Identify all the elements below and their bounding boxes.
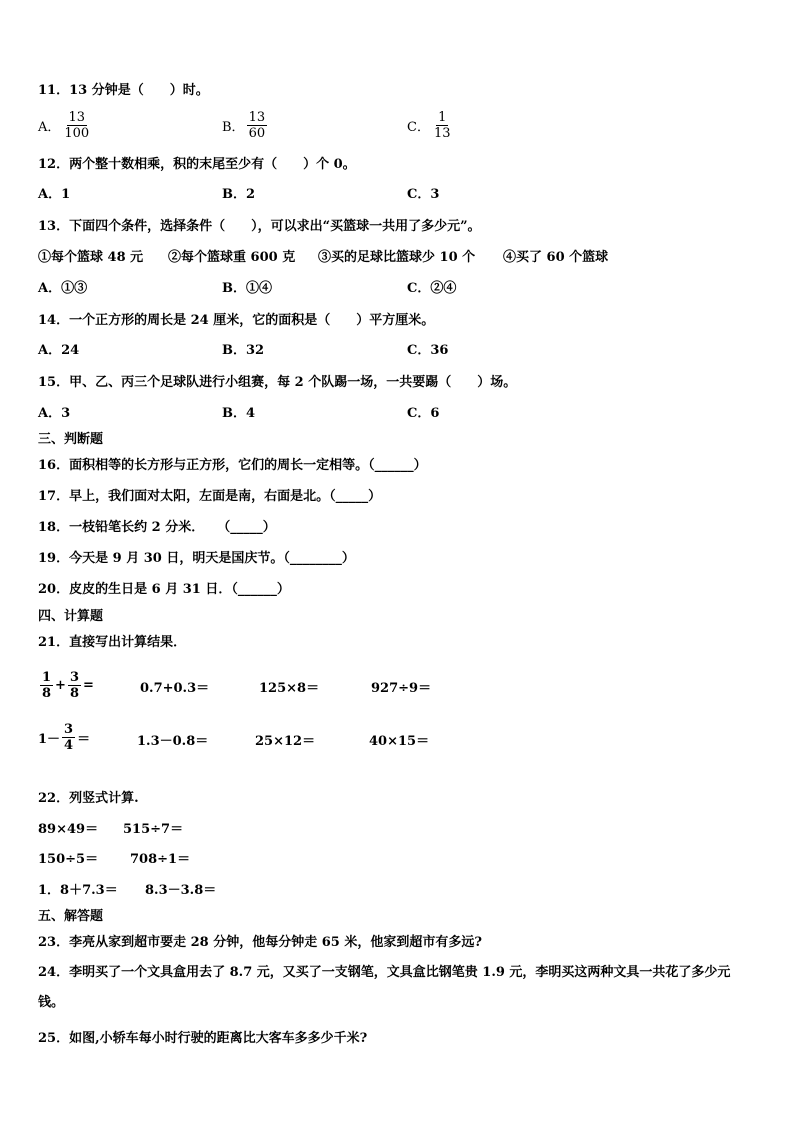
q22-item: 8.3－3.8＝ bbox=[145, 883, 217, 898]
q22-item: 515÷7＝ bbox=[123, 822, 184, 837]
fraction: $\frac{13}{100}$ bbox=[64, 110, 90, 141]
q22-item: 708÷1＝ bbox=[130, 852, 191, 867]
option-label: A． bbox=[38, 120, 61, 135]
plus-sign: + bbox=[55, 678, 66, 693]
q21-row1-item: 125×8＝ bbox=[259, 681, 320, 696]
q21-row1-expression-fractions bbox=[38, 670, 94, 701]
equals-sign: = bbox=[83, 678, 94, 693]
fraction: $\frac{3}{8}$ bbox=[69, 670, 79, 701]
q22-stem: 22．列竖式计算. bbox=[38, 791, 139, 806]
q21-row2-item: 25×12＝ bbox=[255, 734, 316, 749]
q15-stem: 15．甲、乙、丙三个足球队进行小组赛，每 2 个队踢一场，一共要踢（ ）场。 bbox=[38, 375, 517, 390]
q25-text: 25．如图,小轿车每小时行驶的距离比大客车多多少千米? bbox=[38, 1031, 368, 1046]
q17-text: 17．早上，我们面对太阳，左面是南，右面是北。（_____） bbox=[38, 489, 382, 504]
q22-item: 150÷5＝ bbox=[38, 852, 99, 867]
q15-option-a[interactable]: A．3 bbox=[38, 406, 71, 421]
equals-sign: ＝ bbox=[77, 732, 91, 747]
q23-text: 23．李亮从家到超市要走 28 分钟，他每分钟走 65 米，他家到超市有多远? bbox=[38, 935, 482, 950]
q19-text: 19．今天是 9 月 30 日，明天是国庆节。（________） bbox=[38, 551, 355, 566]
q15-option-b[interactable]: B．4 bbox=[222, 406, 256, 421]
q21-stem: 21．直接写出计算结果． bbox=[38, 635, 187, 650]
section-title-word-problems: 五、解答题 bbox=[38, 909, 104, 924]
q22-item: 89×49＝ bbox=[38, 822, 99, 837]
q11-option-a[interactable] bbox=[38, 110, 93, 141]
q20-text: 20．皮皮的生日是 6 月 31 日．（______） bbox=[38, 582, 290, 597]
fraction: $\frac{1}{8}$ bbox=[42, 670, 52, 701]
q12-stem: 12．两个整十数相乘，积的末尾至少有（ ）个 0。 bbox=[38, 157, 356, 172]
q14-stem: 14．一个正方形的周长是 24 厘米，它的面积是（ ）平方厘米。 bbox=[38, 313, 435, 328]
q13-option-c[interactable]: C．②④ bbox=[407, 281, 457, 296]
fraction: $\frac{1}{13}$ bbox=[433, 110, 451, 141]
q12-option-b[interactable]: B．2 bbox=[222, 187, 256, 202]
q24-text-line1: 24．李明买了一个文具盒用去了 8.7 元，又买了一支钢笔，文具盒比钢笔贵 1.9 元，李明买这两种文具一共花了多少元 bbox=[38, 965, 731, 980]
q11-stem: 11．13 分钟是（ ）时。 bbox=[38, 83, 209, 98]
section-title-judgement: 三、判断题 bbox=[38, 432, 104, 447]
q13-option-a[interactable]: A．①③ bbox=[38, 281, 88, 296]
section-title-calculation: 四、计算题 bbox=[38, 609, 104, 624]
q16-text: 16．面积相等的长方形与正方形，它们的周长一定相等。（______） bbox=[38, 458, 427, 473]
q13-condition-1: ①每个篮球 48 元 bbox=[38, 250, 144, 265]
q18-text: 18．一枝铅笔长约 2 分米． （_____） bbox=[38, 520, 276, 535]
q24-text-line2: 钱。 bbox=[38, 995, 65, 1010]
q13-option-b[interactable]: B．①④ bbox=[222, 281, 272, 296]
q21-row2-item: 40×15＝ bbox=[369, 734, 430, 749]
q21-row1-item: 0.7+0.3＝ bbox=[140, 681, 210, 696]
q22-item: 1．8＋7.3＝ bbox=[38, 883, 118, 898]
q13-condition-3: ③买的足球比篮球少 10 个 bbox=[318, 250, 476, 265]
q14-option-a[interactable]: A．24 bbox=[38, 343, 80, 358]
q21-row2-item: 1.3－0.8＝ bbox=[137, 734, 209, 749]
fraction: $\frac{13}{60}$ bbox=[248, 110, 266, 141]
q12-option-a[interactable]: A．1 bbox=[38, 187, 71, 202]
q21-row1-item: 927÷9＝ bbox=[371, 681, 432, 696]
q11-option-c[interactable] bbox=[407, 110, 455, 141]
q13-stem: 13．下面四个条件，选择条件（ ），可以求出“买篮球一共用了多少元”。 bbox=[38, 219, 481, 234]
fraction: $\frac{3}{4}$ bbox=[64, 722, 74, 753]
q13-condition-4: ④买了 60 个篮球 bbox=[503, 250, 609, 265]
q14-option-c[interactable]: C．36 bbox=[407, 343, 449, 358]
q15-option-c[interactable]: C．6 bbox=[407, 406, 440, 421]
q11-option-b[interactable] bbox=[222, 110, 269, 141]
q21-row2-expression-fraction bbox=[38, 722, 90, 753]
q13-condition-2: ②每个篮球重 600 克 bbox=[168, 250, 296, 265]
q14-option-b[interactable]: B．32 bbox=[222, 343, 265, 358]
option-label: C． bbox=[407, 120, 430, 135]
q12-option-c[interactable]: C．3 bbox=[407, 187, 440, 202]
option-label: B． bbox=[222, 120, 245, 135]
lead-term: 1－ bbox=[38, 732, 61, 747]
